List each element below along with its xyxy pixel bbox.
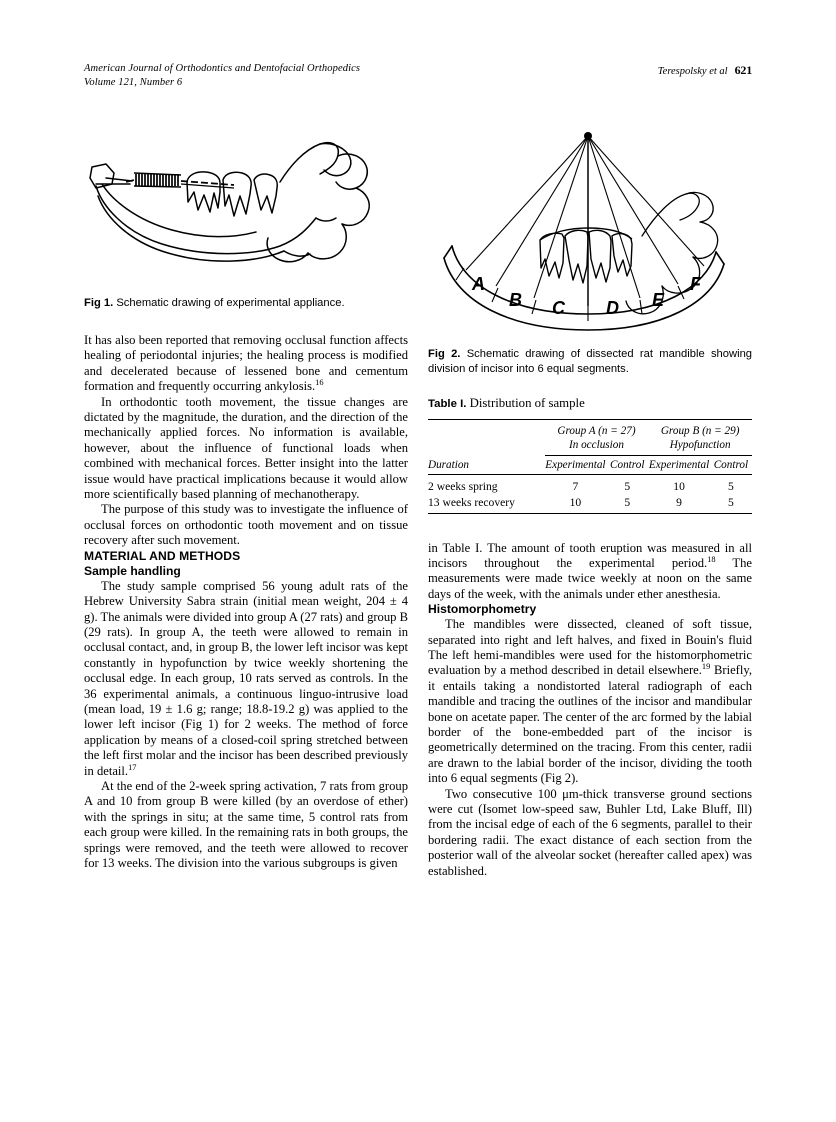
row-1-b-control: 5 [710, 493, 752, 513]
row-1-a-experimental: 10 [545, 493, 607, 513]
left-paragraph-4 [84, 579, 408, 779]
running-head [84, 62, 752, 90]
left-para-4-text: The study sample comprised 56 young adult rats of the Hebrew University Sabra strain (initial mean weight, 204 ± 4 g). The animals were divided into group A (27 rats) and group B (29 rats). In group A, the teeth were allowed to remain in occlusal contact, and, in group B, the lower left incisor was kept constantly in hypofunction by twice weekly shortening the occlusal edge. In each group, 10 rats served as controls. In the 36 experimental animals, a continuous linguo-intrusive load (mean load, 19 ± 1.6 g; range; 18.8-19.2 g) was applied to the lower left incisor (Fig 1) for 2 weeks. The method of force application by means of a closed-coil spring stretched between the left first molar and the incisor has been described previously in detail. [84, 578, 408, 778]
journal-title: American Journal of Orthodontics and Dentofacial Orthopedics [84, 63, 361, 74]
figure-1 [84, 140, 408, 290]
segment-label-a: A [472, 274, 485, 294]
row-1-b-experimental: 9 [648, 493, 710, 513]
sample-distribution-table [428, 419, 752, 514]
row-0-duration: 2 weeks spring [428, 475, 545, 494]
reference-16: 16 [315, 378, 324, 388]
heading-material-and-methods: MATERIAL AND METHODS [84, 548, 241, 563]
figure-2-caption [428, 347, 752, 377]
left-column [84, 140, 408, 871]
segment-label-f: F [690, 274, 701, 294]
row-1-a-control: 5 [606, 493, 648, 513]
row-0-b-control: 5 [710, 475, 752, 494]
figure-2-label: Fig 2. [428, 348, 461, 360]
table-column-header-row [428, 456, 752, 475]
right-column [428, 118, 752, 879]
segment-label-d: D [606, 298, 619, 318]
left-paragraph-1 [84, 333, 408, 395]
figure-2 [428, 118, 752, 333]
page-number: 621 [734, 63, 752, 77]
running-head-authors-page [658, 62, 752, 79]
author-short: Terespolsky et al [657, 66, 728, 77]
figure-2-caption-text: Schematic drawing of dissected rat mandible showing division of incisor into 6 equal segments. [428, 348, 753, 375]
running-head-journal [84, 62, 360, 90]
group-b-line1: Group B (n = 29) [660, 425, 740, 437]
column-header-a-experimental: Experimental [545, 456, 607, 475]
right-paragraph-1 [428, 541, 752, 603]
figure-1-label: Fig 1. [84, 297, 114, 309]
row-0-b-experimental: 10 [648, 475, 710, 494]
rat-mandible-appliance-illustration [84, 140, 408, 290]
figure-1-caption [84, 296, 408, 311]
table-row [428, 493, 752, 513]
table-label: Table I. [428, 398, 467, 410]
volume-issue: Volume 121, Number 6 [84, 77, 183, 88]
heading-histomorphometry: Histomorphometry [428, 602, 537, 617]
segment-label-b: B [509, 290, 522, 310]
segment-label-c: C [552, 298, 565, 318]
table-row [428, 475, 752, 494]
column-header-a-control: Control [606, 456, 648, 475]
reference-17: 17 [128, 762, 137, 772]
group-b-header [648, 420, 752, 456]
right-para-2-b: Briefly, it entails taking a nondistorted lateral radiograph of each mandible and tracing the outlines of the incisor and mandibular bone on acetate paper. The center of the arc formed by the labial border of the bone-embedded part of the incisor is geometrically determined on the tracing. From this center, radii are drawn to the labial border of the incisor, dividing the tooth into 6 equal segments (Fig 2). [428, 663, 752, 786]
heading-sample-handling: Sample handling [84, 563, 181, 578]
reference-18: 18 [707, 554, 716, 564]
group-b-line2: Hypofunction [669, 438, 731, 451]
dissected-mandible-segments-illustration [428, 118, 752, 333]
reference-19: 19 [701, 662, 711, 672]
right-para-1-a: in Table I. The amount of tooth eruption was measured in all incisors throughout the experimental period. [428, 540, 752, 570]
coil-spring [126, 173, 234, 188]
left-paragraph-2: In orthodontic tooth movement, the tissue changes are dictated by the magnitude, the duration, and the direction of the mechanically applied forces. No information is available, however, about the influence of functional loads when combined with mechanical forces. Better insight into the latter issue would have practical implications because it would allow more scientifically based planning of mechanotherapy. [84, 394, 408, 502]
right-para-2-a: The mandibles were dissected, cleaned of soft tissue, separated into right and left halves, and fixed in Bouin's fluid The left hemi-mandibles were used for the histomorphometric evaluation by a method described in detail elsewhere. [428, 617, 752, 678]
column-header-duration: Duration [428, 459, 470, 471]
group-a-line1: Group A (n = 27) [557, 425, 636, 437]
right-paragraph-2 [428, 617, 752, 786]
left-paragraph-5: At the end of the 2-week spring activation, 7 rats from group A and 10 from group B were killed (by an overdose of ether) with the springs in situ; at the same time, 5 control rats from each group were killed. In the remaining rats in both groups, the springs were removed, and the teeth were allowed to recover for 13 weeks. The division into the various subgroups is given [84, 778, 408, 870]
figure-1-caption-text: Schematic drawing of experimental appliance. [116, 297, 345, 309]
table-title-text: Distribution of sample [469, 396, 585, 410]
row-0-a-control: 5 [606, 475, 648, 494]
segment-label-e: E [652, 290, 665, 310]
right-para-1-b: The measurements were made twice weekly at noon on the same days of the week, with the animals under ether anesthesia. [428, 555, 752, 601]
left-para-1-text: It has also been reported that removing occlusal function affects healing of periodontal injuries; the healing process is modified and decelerated because of lessened bone and cementum formation and frequently occurring ankylosis. [84, 333, 408, 394]
right-paragraph-3: Two consecutive 100 μm-thick transverse ground sections were cut (Isomet low-speed saw, Buhler Ltd, Lake Bluff, Ill) from the incisal edge of each of the 6 segments, parallel to their bordering radii. The exact distance of each section from the posterior wall of the alveolar socket (hereafter called apex) was established. [428, 786, 752, 878]
segment-radii [466, 136, 704, 306]
group-a-header [545, 420, 649, 456]
column-header-b-experimental: Experimental [648, 456, 710, 475]
column-header-b-control: Control [710, 456, 752, 475]
table-title-line [428, 395, 752, 412]
row-1-duration: 13 weeks recovery [428, 493, 545, 513]
left-paragraph-3: The purpose of this study was to investigate the influence of occlusal forces on orthodontic tooth movement and on tissue recovery after such movement. [84, 502, 408, 548]
table-group-header-row [428, 420, 752, 456]
row-0-a-experimental: 7 [545, 475, 607, 494]
group-a-line2: In occlusion [568, 438, 624, 451]
